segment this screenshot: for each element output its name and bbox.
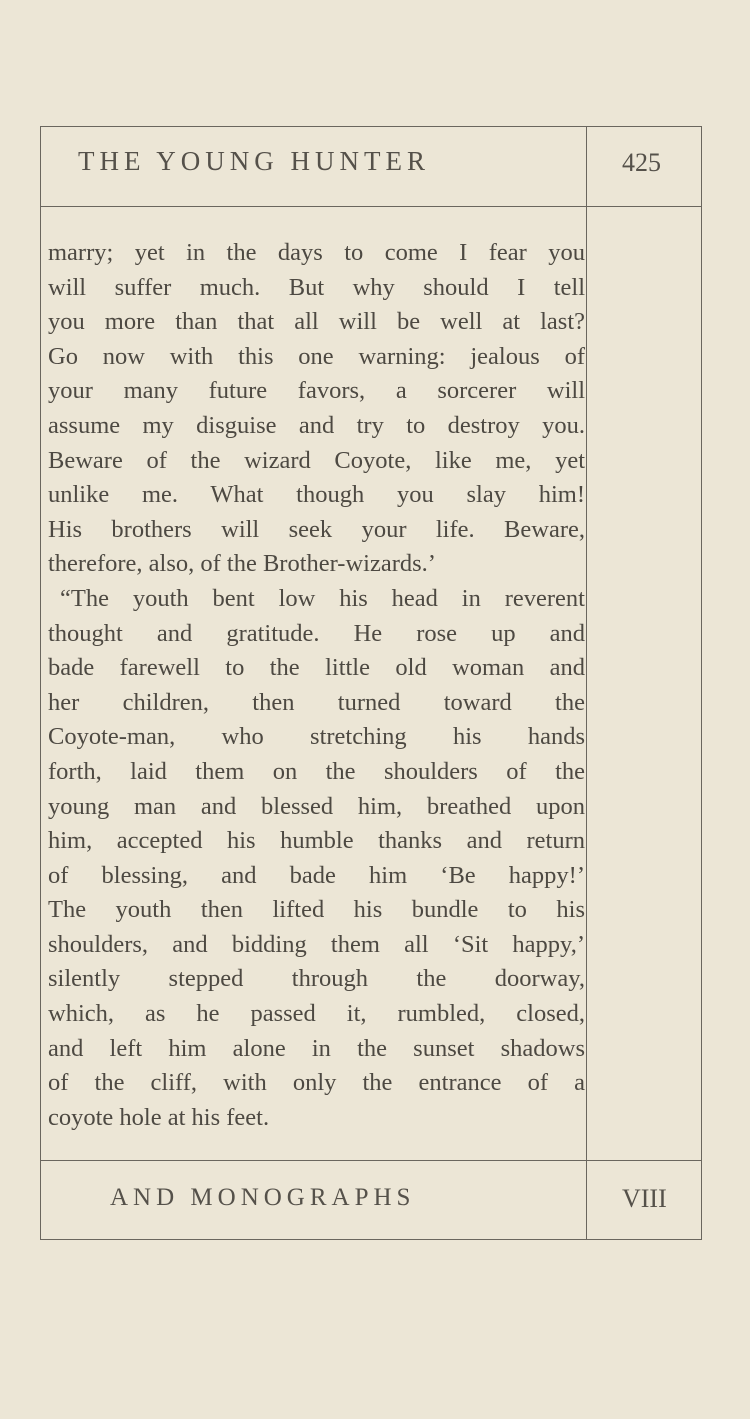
footer-divider [40, 1160, 702, 1161]
text-line: silently stepped through the doorway, [48, 965, 585, 993]
page-number: 425 [622, 148, 661, 177]
text-line: unlike me. What though you slay him! [48, 481, 585, 509]
text-line: therefore, also, of the Brother-wizards.’ [48, 550, 436, 578]
text-line: of blessing, and bade him ‘Be happy!’ [48, 861, 585, 889]
running-title: THE YOUNG HUNTER [78, 146, 430, 176]
body-text [48, 236, 585, 1135]
text-line: thought and gratitude. He rose up and [48, 619, 585, 647]
text-line: young man and blessed him, breathed upon [48, 792, 585, 820]
text-line: and left him alone in the sunset shadows [48, 1034, 585, 1062]
text-line: will suffer much. But why should I tell [48, 273, 585, 301]
text-line: your many future favors, a sorcerer will [48, 377, 585, 405]
text-line: him, accepted his humble thanks and return [48, 827, 585, 855]
text-line: Beware of the wizard Coyote, like me, yet [48, 446, 585, 474]
text-line: shoulders, and bidding them all ‘Sit happy,’ [48, 930, 585, 958]
text-line: of the cliff, with only the entrance of a [48, 1069, 585, 1097]
text-line: bade farewell to the little old woman and [48, 654, 585, 682]
header-divider [40, 206, 702, 207]
text-line: Coyote-man, who stretching his hands [48, 723, 585, 751]
series-title: AND MONOGRAPHS [110, 1184, 416, 1211]
text-line: which, as he passed it, rumbled, closed, [48, 1000, 585, 1028]
text-line: her children, then turned toward the [48, 688, 585, 716]
text-line: marry; yet in the days to come I fear you [48, 239, 585, 266]
text-line: The youth then lifted his bundle to his [48, 896, 585, 924]
text-line: forth, laid them on the shoulders of the [48, 757, 585, 785]
text-line: assume my disguise and try to destroy you. [48, 411, 585, 439]
volume-number: VIII [622, 1184, 667, 1213]
text-line: “The youth bent low his head in reverent [60, 584, 585, 612]
text-line: coyote hole at his feet. [48, 1103, 270, 1131]
column-divider [586, 126, 587, 1240]
text-line: Go now with this one warning: jealous of [48, 342, 585, 370]
text-line: His brothers will seek your life. Beware, [48, 515, 585, 543]
text-line: you more than that all will be well at last? [48, 308, 585, 336]
